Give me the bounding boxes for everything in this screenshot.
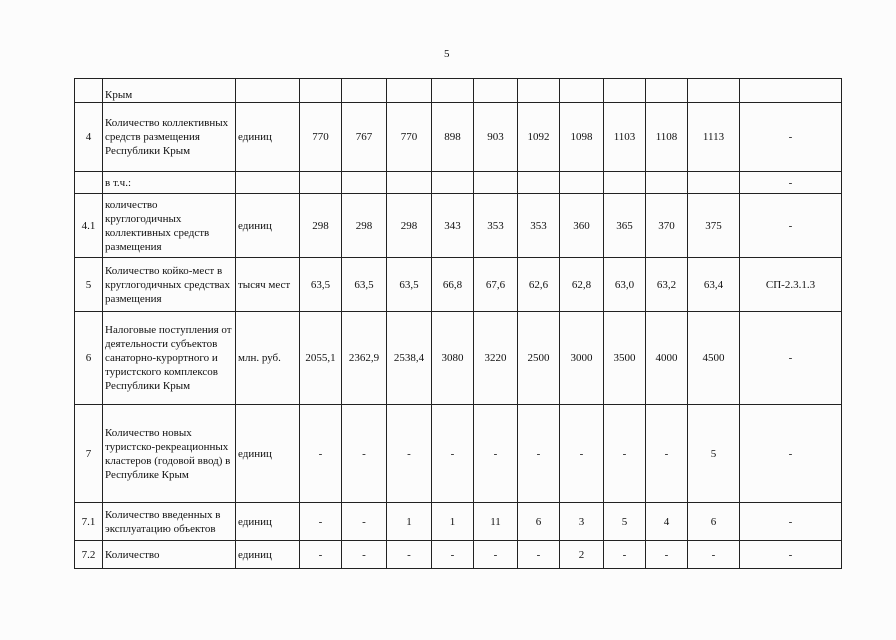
value-cell: 63,5 <box>300 258 342 312</box>
row-number-cell <box>75 172 103 194</box>
value-cell: 63,5 <box>387 258 432 312</box>
value-cell: - <box>300 541 342 569</box>
value-cell <box>300 79 342 103</box>
value-cell: 360 <box>560 194 604 258</box>
value-cell: 2 <box>560 541 604 569</box>
value-cell <box>342 79 387 103</box>
unit-cell: единиц <box>236 103 300 172</box>
source-cell: - <box>740 405 842 503</box>
value-cell <box>688 79 740 103</box>
unit-cell: млн. руб. <box>236 312 300 405</box>
indicator-name-cell: Налоговые поступления от деятельности субъектов санаторно-курортного и туристского комплексов Республики Крым <box>103 312 236 405</box>
value-cell: 2362,9 <box>342 312 387 405</box>
value-cell <box>518 79 560 103</box>
value-cell: 1 <box>387 503 432 541</box>
value-cell: 3080 <box>432 312 474 405</box>
value-cell: - <box>474 541 518 569</box>
table-row <box>75 172 842 194</box>
value-cell <box>518 172 560 194</box>
value-cell: - <box>387 541 432 569</box>
row-number-cell: 7.1 <box>75 503 103 541</box>
value-cell <box>646 172 688 194</box>
value-cell: 1113 <box>688 103 740 172</box>
row-number-cell: 5 <box>75 258 103 312</box>
value-cell: - <box>432 405 474 503</box>
source-cell: - <box>740 194 842 258</box>
value-cell: - <box>342 541 387 569</box>
value-cell: - <box>646 405 688 503</box>
value-cell: - <box>300 503 342 541</box>
value-cell: 3000 <box>560 312 604 405</box>
value-cell: 6 <box>518 503 560 541</box>
value-cell: 63,4 <box>688 258 740 312</box>
value-cell: 365 <box>604 194 646 258</box>
value-cell <box>604 172 646 194</box>
value-cell: 1092 <box>518 103 560 172</box>
value-cell: 5 <box>604 503 646 541</box>
row-number-cell: 4 <box>75 103 103 172</box>
value-cell: - <box>387 405 432 503</box>
value-cell <box>387 172 432 194</box>
indicator-name-cell: Количество коллективных средств размещения Республики Крым <box>103 103 236 172</box>
value-cell: 1103 <box>604 103 646 172</box>
source-cell: - <box>740 503 842 541</box>
value-cell: 63,5 <box>342 258 387 312</box>
unit-cell: тысяч мест <box>236 258 300 312</box>
value-cell <box>560 172 604 194</box>
value-cell: 1 <box>432 503 474 541</box>
value-cell: - <box>342 405 387 503</box>
indicator-name-cell: Крым <box>103 79 236 103</box>
table-row <box>75 405 842 503</box>
value-cell: 5 <box>688 405 740 503</box>
value-cell: 2500 <box>518 312 560 405</box>
value-cell: - <box>646 541 688 569</box>
source-cell: - <box>740 172 842 194</box>
table-row <box>75 541 842 569</box>
source-cell <box>740 79 842 103</box>
value-cell: 343 <box>432 194 474 258</box>
value-cell <box>560 79 604 103</box>
value-cell: 1098 <box>560 103 604 172</box>
source-cell: - <box>740 541 842 569</box>
indicator-name-cell: Количество койко-мест в круглогодичных средствах размещения <box>103 258 236 312</box>
indicator-name-cell: в т.ч.: <box>103 172 236 194</box>
value-cell: - <box>342 503 387 541</box>
value-cell: 770 <box>300 103 342 172</box>
value-cell <box>688 172 740 194</box>
value-cell: 62,6 <box>518 258 560 312</box>
table-row <box>75 258 842 312</box>
value-cell: 903 <box>474 103 518 172</box>
value-cell: - <box>432 541 474 569</box>
value-cell: 2055,1 <box>300 312 342 405</box>
page-number: 5 <box>444 48 450 60</box>
indicator-name-cell: количество круглогодичных коллективных средств размещения <box>103 194 236 258</box>
value-cell: 62,8 <box>560 258 604 312</box>
indicator-name-cell: Количество новых туристско-рекреационных кластеров (годовой ввод) в Республике Крым <box>103 405 236 503</box>
value-cell: 3 <box>560 503 604 541</box>
value-cell: 3500 <box>604 312 646 405</box>
table-row <box>75 194 842 258</box>
value-cell: 11 <box>474 503 518 541</box>
table-row <box>75 79 842 103</box>
value-cell: 767 <box>342 103 387 172</box>
unit-cell: единиц <box>236 541 300 569</box>
table-row <box>75 312 842 405</box>
unit-cell: единиц <box>236 405 300 503</box>
source-cell: СП-2.3.1.3 <box>740 258 842 312</box>
source-cell: - <box>740 312 842 405</box>
value-cell: 63,2 <box>646 258 688 312</box>
value-cell <box>300 172 342 194</box>
indicator-name-cell: Количество <box>103 541 236 569</box>
row-number-cell: 7.2 <box>75 541 103 569</box>
value-cell: 4 <box>646 503 688 541</box>
value-cell: 6 <box>688 503 740 541</box>
value-cell: 3220 <box>474 312 518 405</box>
value-cell: 2538,4 <box>387 312 432 405</box>
row-number-cell: 6 <box>75 312 103 405</box>
unit-cell <box>236 172 300 194</box>
value-cell: 370 <box>646 194 688 258</box>
value-cell <box>646 79 688 103</box>
value-cell: 353 <box>474 194 518 258</box>
value-cell: 375 <box>688 194 740 258</box>
value-cell <box>432 172 474 194</box>
value-cell: - <box>604 541 646 569</box>
value-cell <box>474 79 518 103</box>
value-cell: - <box>518 405 560 503</box>
row-number-cell: 7 <box>75 405 103 503</box>
value-cell <box>604 79 646 103</box>
value-cell <box>432 79 474 103</box>
value-cell: 298 <box>342 194 387 258</box>
unit-cell: единиц <box>236 194 300 258</box>
value-cell: 4500 <box>688 312 740 405</box>
row-number-cell: 4.1 <box>75 194 103 258</box>
unit-cell <box>236 79 300 103</box>
value-cell: 1108 <box>646 103 688 172</box>
value-cell <box>342 172 387 194</box>
value-cell: - <box>300 405 342 503</box>
value-cell <box>387 79 432 103</box>
indicator-name-cell: Количество введенных в эксплуатацию объектов <box>103 503 236 541</box>
value-cell: 66,8 <box>432 258 474 312</box>
value-cell: 63,0 <box>604 258 646 312</box>
indicators-table <box>74 78 842 569</box>
table-row <box>75 503 842 541</box>
value-cell: 770 <box>387 103 432 172</box>
value-cell: 298 <box>300 194 342 258</box>
value-cell: - <box>560 405 604 503</box>
table-row <box>75 103 842 172</box>
value-cell: - <box>688 541 740 569</box>
unit-cell: единиц <box>236 503 300 541</box>
source-cell: - <box>740 103 842 172</box>
value-cell <box>474 172 518 194</box>
row-number-cell <box>75 79 103 103</box>
value-cell: 4000 <box>646 312 688 405</box>
value-cell: - <box>604 405 646 503</box>
value-cell: - <box>474 405 518 503</box>
value-cell: 298 <box>387 194 432 258</box>
value-cell: 898 <box>432 103 474 172</box>
value-cell: 67,6 <box>474 258 518 312</box>
value-cell: - <box>518 541 560 569</box>
value-cell: 353 <box>518 194 560 258</box>
